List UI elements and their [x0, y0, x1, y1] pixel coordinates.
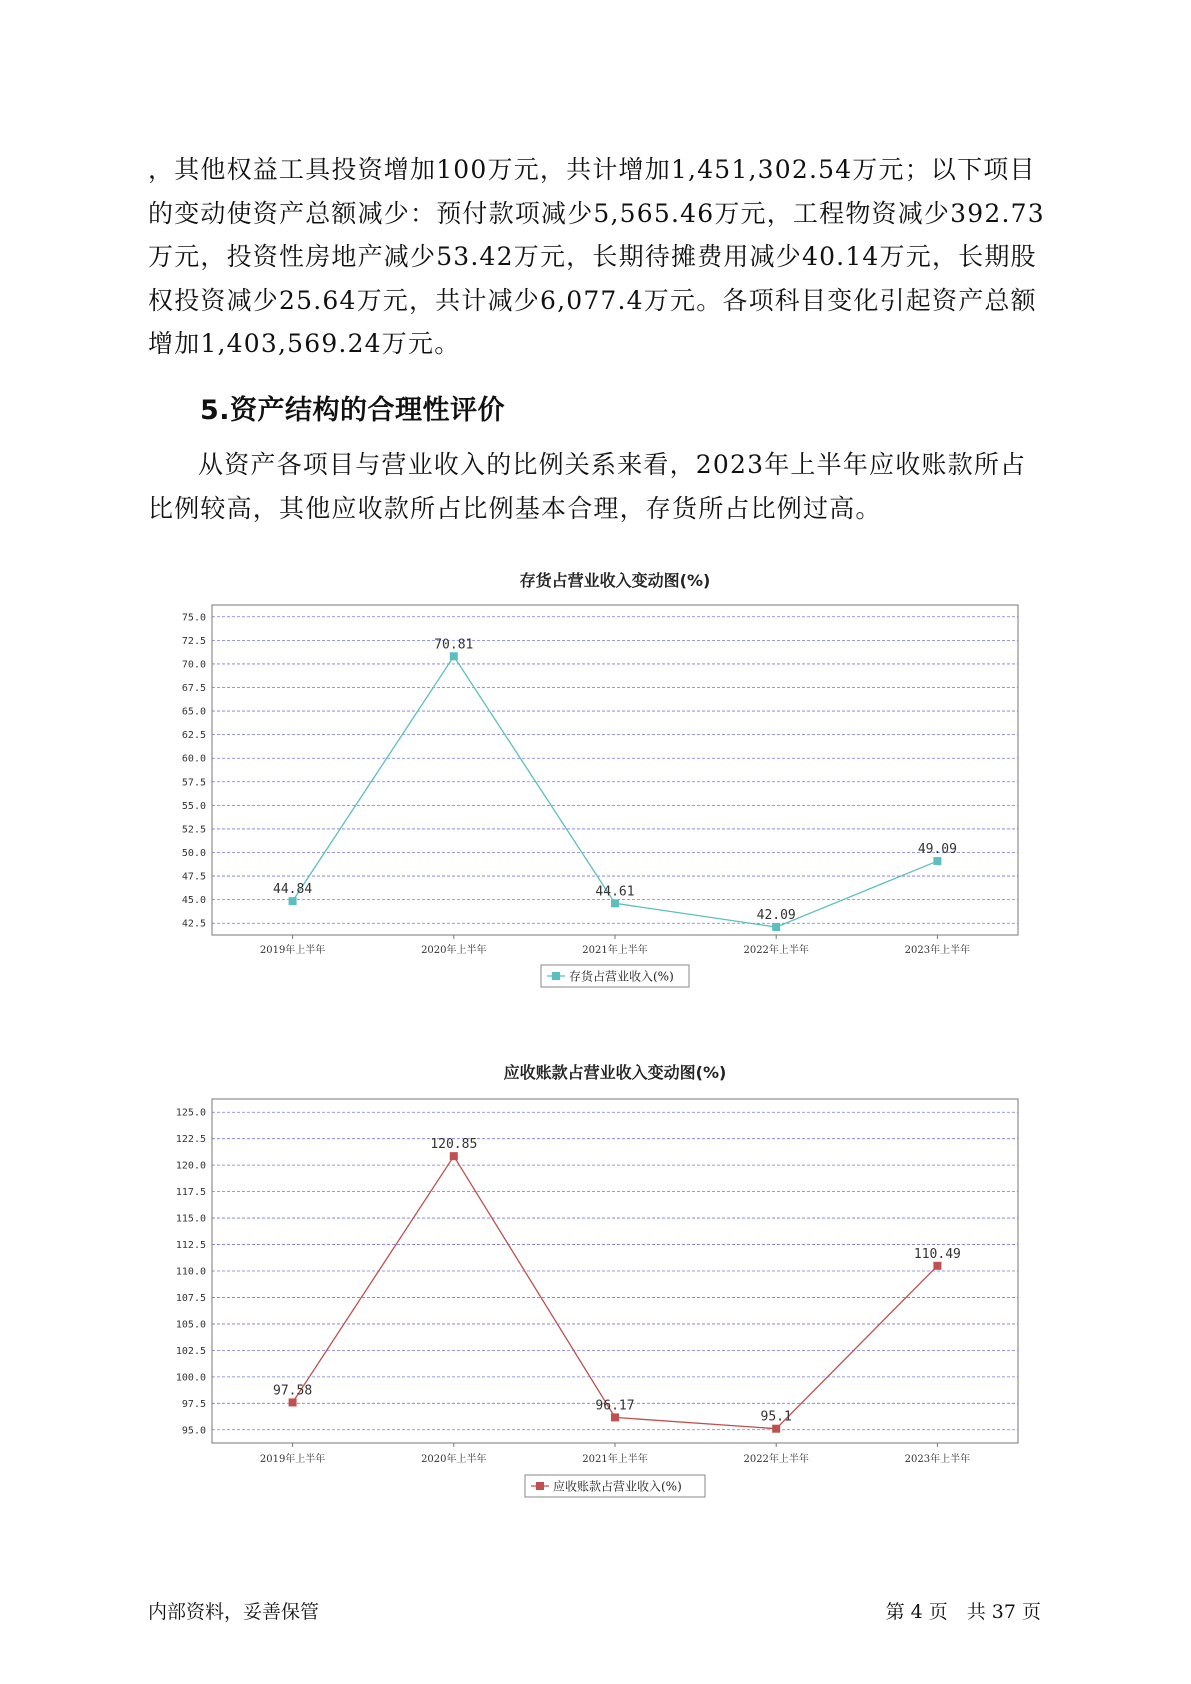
data-label: 110.49 — [913, 1246, 961, 1262]
y-tick-label: 65.0 — [181, 706, 206, 718]
data-label: 42.09 — [756, 908, 796, 924]
y-tick-label: 45.0 — [181, 895, 206, 907]
x-tick-label: 2020年上半年 — [421, 1454, 487, 1465]
y-tick-label: 62.5 — [181, 730, 206, 742]
y-tick-label: 125.0 — [175, 1107, 206, 1119]
x-tick-label: 2022年上半年 — [743, 1454, 809, 1465]
data-label: 44.61 — [595, 884, 635, 900]
inventory-ratio-chart — [150, 555, 1030, 1015]
y-tick-label: 112.5 — [175, 1240, 206, 1252]
y-tick-label: 60.0 — [181, 753, 206, 765]
data-point-marker — [289, 897, 297, 905]
body-paragraph-2: 从资产各项目与营业收入的比例关系来看，2023年上半年应收账款所占比例较高，其他应收款所占比例基本合理，存货所占比例过高。 — [148, 450, 1027, 523]
x-tick-label: 2019年上半年 — [259, 945, 326, 956]
legend-marker — [536, 1482, 544, 1490]
y-tick-label: 70.0 — [181, 659, 206, 671]
data-label: 96.17 — [595, 1398, 635, 1414]
y-tick-label: 117.5 — [175, 1187, 206, 1199]
y-tick-label: 120.0 — [175, 1160, 206, 1172]
x-tick-label: 2020年上半年 — [421, 945, 487, 956]
x-tick-label: 2021年上半年 — [582, 945, 648, 956]
data-label: 49.09 — [917, 842, 957, 858]
y-tick-label: 97.5 — [181, 1398, 206, 1410]
data-point-marker — [933, 857, 941, 865]
x-tick-label: 2019年上半年 — [259, 1454, 326, 1465]
y-tick-label: 47.5 — [181, 871, 206, 883]
y-tick-label: 72.5 — [181, 635, 206, 647]
footer-page-number: 第 4 页 共 37 页 — [885, 1601, 1041, 1623]
chart-title: 应收账款占营业收入变动图(%) — [503, 1063, 727, 1082]
data-point-marker — [450, 1152, 458, 1160]
data-label: 70.81 — [434, 637, 474, 653]
x-tick-label: 2022年上半年 — [743, 945, 809, 956]
y-tick-label: 105.0 — [175, 1319, 206, 1331]
data-point-marker — [611, 1413, 619, 1421]
y-tick-label: 42.5 — [181, 918, 206, 930]
y-tick-label: 107.5 — [175, 1292, 206, 1304]
footer-confidential-note: 内部资料，妥善保管 — [148, 1601, 320, 1623]
x-tick-label: 2023年上半年 — [904, 945, 971, 956]
chart-title: 存货占营业收入变动图(%) — [519, 571, 711, 590]
legend-label: 应收账款占营业收入(%) — [553, 1479, 682, 1494]
data-point-marker — [933, 1262, 941, 1270]
data-point-marker — [772, 923, 780, 931]
y-tick-label: 100.0 — [175, 1372, 206, 1384]
y-tick-label: 50.0 — [181, 848, 206, 859]
y-tick-label: 102.5 — [175, 1345, 206, 1357]
legend-label: 存货占营业收入(%) — [569, 969, 674, 984]
y-tick-label: 67.5 — [181, 683, 206, 694]
receivables-ratio-chart — [150, 1055, 1030, 1525]
y-tick-label: 75.0 — [181, 612, 206, 624]
y-tick-label: 110.0 — [175, 1266, 206, 1278]
data-label: 95.1 — [760, 1409, 792, 1425]
legend-marker — [552, 972, 560, 980]
y-tick-label: 115.0 — [175, 1213, 206, 1225]
y-tick-label: 95.0 — [181, 1425, 206, 1437]
y-tick-label: 122.5 — [175, 1134, 206, 1146]
x-tick-label: 2021年上半年 — [582, 1454, 648, 1465]
data-label: 97.58 — [273, 1383, 313, 1399]
data-label: 44.84 — [273, 882, 313, 898]
body-paragraph-1: ，其他权益工具投资增加100万元，共计增加1,451,302.54万元；以下项目的变动使资产总额减少：预付款项减少5,565.46万元，工程物资减少392.73万元，投资性房地产减少53.42万元，长期待摊费用减少40.14万元，长期股权投资减少25.64万元，共计减少6,077.4万元。各项科目变化引起资产总额增加1,403,569.24万元。 — [148, 155, 1045, 358]
data-label: 120.85 — [430, 1137, 478, 1153]
data-point-marker — [772, 1425, 780, 1433]
series-line — [293, 1156, 938, 1429]
data-point-marker — [611, 899, 619, 907]
data-point-marker — [289, 1398, 297, 1406]
receivables-ratio-chart-svg — [150, 1055, 1030, 1525]
y-tick-label: 57.5 — [181, 777, 206, 789]
data-point-marker — [450, 652, 458, 660]
y-tick-label: 52.5 — [181, 824, 206, 836]
x-tick-label: 2023年上半年 — [904, 1454, 971, 1465]
y-tick-label: 55.0 — [181, 800, 206, 812]
section-heading: 5.资产结构的合理性评价 — [200, 395, 506, 426]
inventory-ratio-chart-svg — [150, 555, 1030, 1015]
